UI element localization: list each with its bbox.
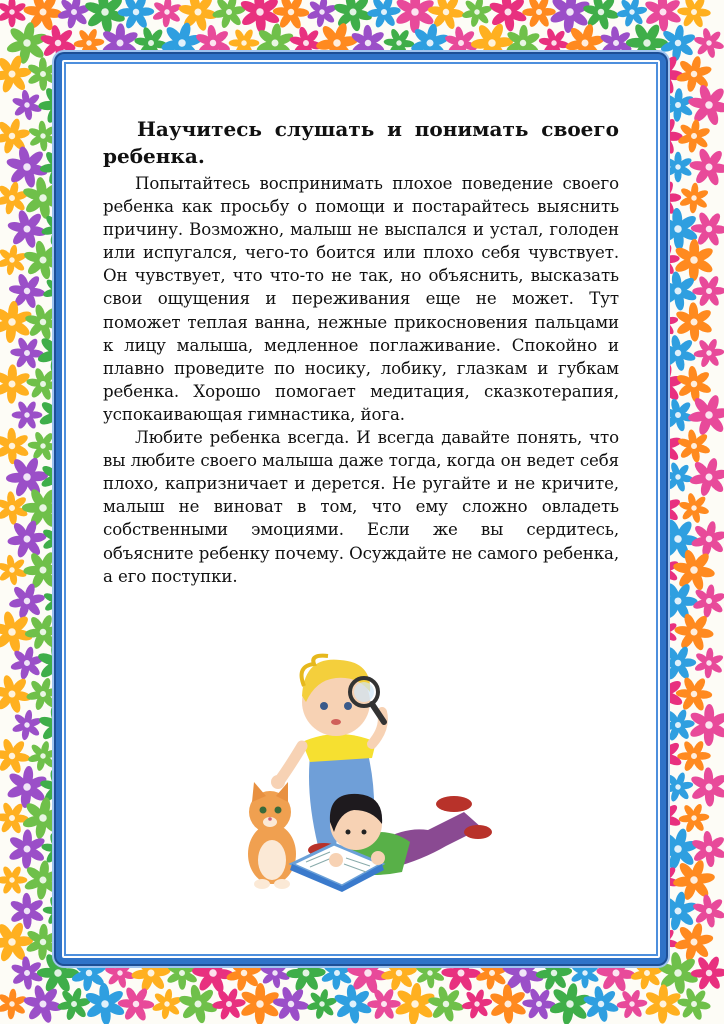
flower-icon	[304, 985, 341, 1022]
flower-icon	[693, 646, 724, 679]
flower-icon	[688, 22, 724, 65]
flower-icon	[673, 487, 716, 530]
paragraph-1: Попытайтесь воспринимать плохое поведение своего ребенка как просьбу о помощи и постарайтесь выяснить причину. Возможно, малыш не выспался и устал, голоден или испугался, чего-то боится или плохо себя чувствует. Он чувствует, что что-то не так, но объяснить, высказать свои ощущения и переживания еще не может. Тут поможет теплая ванна, нежные прикосновения пальцами к лицу малыша, медленное поглаживание. Спокойно и плавно проведите по носику, лобику, глазкам и губкам ребенка. Хорошо помогает медитация, сказкотерапия, успокаивающая гимнастика, йога.	[103, 174, 619, 424]
flower-icon	[151, 0, 184, 29]
flower-icon	[111, 979, 161, 1024]
article	[103, 116, 619, 588]
children-illustration	[232, 646, 494, 898]
flower-icon	[0, 49, 37, 100]
flower-icon	[458, 984, 497, 1023]
flower-icon	[0, 364, 32, 405]
flower-icon	[0, 987, 28, 1020]
flower-icon	[150, 986, 185, 1021]
flower-icon	[612, 984, 652, 1024]
flower-icon	[10, 707, 45, 742]
article-title: Научитесь слушать и понимать своего ребенка.	[103, 117, 619, 168]
flower-icon	[682, 140, 724, 195]
flower-icon	[266, 979, 317, 1024]
flower-icon	[0, 0, 27, 27]
paragraph-2: Любите ребенка всегда. И всегда давайте понять, что вы любите своего малыша даже тогда, когда он ведет себя плохо, капризничает и дерется. Не ругайте и не кричите, малыш не виноват в том, что ему сложно овладеть собственными эмоциями. Если же вы сердитесь, объясните ребенку почему. Осуждайте не самого ребенка, а его поступки.	[103, 428, 619, 586]
flower-icon	[678, 181, 711, 214]
kitten	[248, 782, 296, 889]
flower-icon	[663, 152, 693, 183]
flower-icon	[207, 982, 251, 1024]
flower-icon	[0, 242, 29, 277]
flower-icon	[305, 0, 340, 30]
